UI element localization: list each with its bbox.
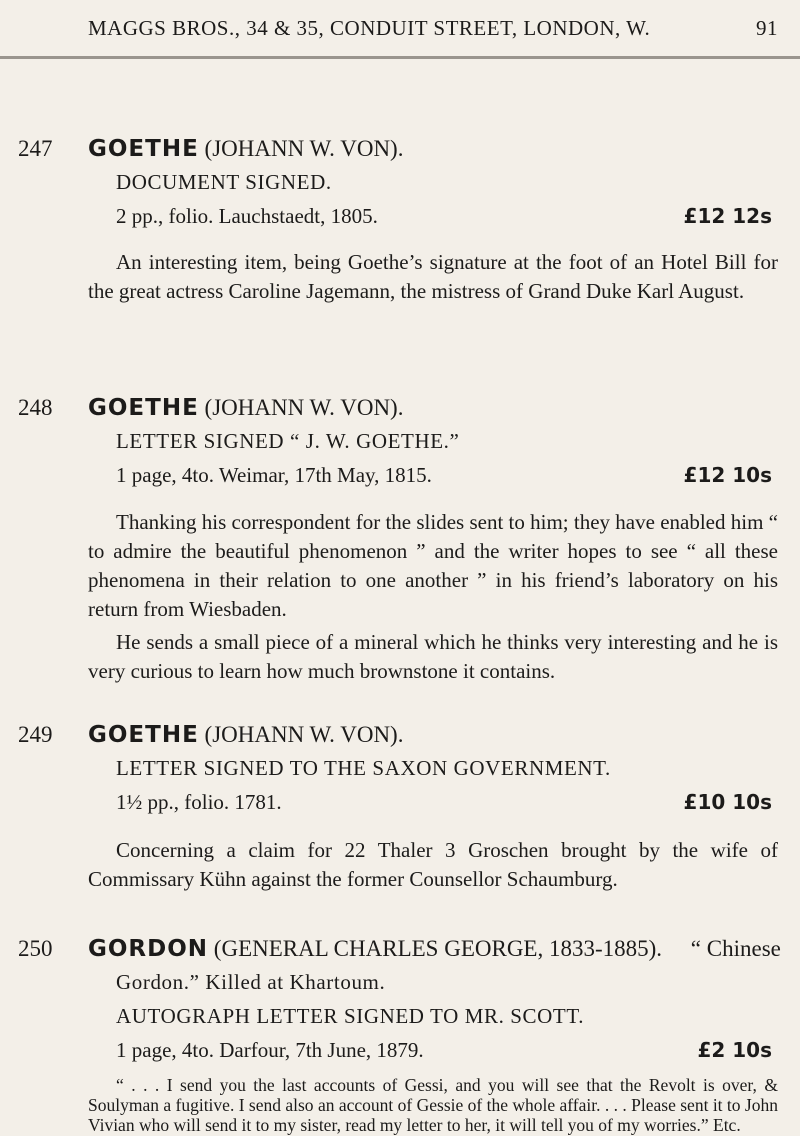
lot-title (88, 722, 403, 748)
page-number: 91 (756, 16, 778, 40)
lot-document: LETTER SIGNED “ J. W. GOETHE.” (116, 429, 460, 453)
lot-name-rest: (JOHANN W. VON). (198, 136, 404, 161)
lot-details: 2 pp., folio. Lauchstaedt, 1805. (116, 204, 378, 228)
lot-description: Thanking his correspondent for the slides sent to him; they have enabled him “ to admire the beautiful phenomenon ” and the writer hopes to see “ all these phenomena in their relation to one another ” in his friend’s laboratory on his return from Wiesbaden. (88, 510, 778, 621)
lot-document: DOCUMENT SIGNED. (116, 170, 332, 194)
lot-name-line2: Gordon.” Killed at Khartoum. (116, 970, 386, 994)
lot-description: Concerning a claim for 22 Thaler 3 Groschen brought by the wife of Commissary Kühn against the former Counsellor Schaumburg. (88, 838, 778, 891)
lot-title (88, 136, 403, 162)
lot-price: £12 10s (683, 463, 772, 487)
lot-number: 247 (18, 136, 53, 161)
lot-details: 1½ pp., folio. 1781. (116, 790, 282, 814)
lot-number: 249 (18, 722, 53, 747)
lot-name: GORDON (88, 936, 209, 962)
lot-name: GOETHE (88, 136, 199, 162)
lot-document: LETTER SIGNED TO THE SAXON GOVERNMENT. (116, 756, 611, 780)
header-rule (0, 56, 800, 59)
running-head (88, 16, 778, 41)
lot-description: “ . . . I send you the last accounts of Gessi, and you will see that the Revolt is over, & Soulyman a fugitive. I send also an account of Gessie of the whole affair. . . . Please sent it to John Vivian who will send it to my sister, read my letter to her, it will tell you of my worries.” Etc. (88, 1075, 778, 1135)
lot-description: He sends a small piece of a mineral which he thinks very interesting and he is very curious to learn how much brownstone it contains. (88, 630, 778, 683)
lot-details: 1 page, 4to. Weimar, 17th May, 1815. (116, 463, 432, 487)
running-head-text: MAGGS BROS., 34 & 35, CONDUIT STREET, LONDON, W. (88, 16, 651, 40)
lot-details: 1 page, 4to. Darfour, 7th June, 1879. (116, 1038, 424, 1062)
lot-title (88, 936, 781, 962)
lot-price: £12 12s (683, 204, 772, 228)
lot-price: £10 10s (683, 790, 772, 814)
lot-name-rest: (GENERAL CHARLES GEORGE, 1833-1885). “ Chinese (208, 936, 781, 961)
lot-number: 248 (18, 395, 53, 420)
lot-name-rest: (JOHANN W. VON). (198, 395, 404, 420)
lot-price: £2 10s (697, 1038, 772, 1062)
lot-number: 250 (18, 936, 53, 961)
lot-title (88, 395, 403, 421)
lot-name: GOETHE (88, 722, 199, 748)
lot-name: GOETHE (88, 395, 199, 421)
lot-name-rest: (JOHANN W. VON). (198, 722, 404, 747)
lot-description: An interesting item, being Goethe’s signature at the foot of an Hotel Bill for the great actress Caroline Jagemann, the mistress of Grand Duke Karl August. (88, 250, 778, 303)
lot-document: AUTOGRAPH LETTER SIGNED TO MR. SCOTT. (116, 1004, 585, 1028)
